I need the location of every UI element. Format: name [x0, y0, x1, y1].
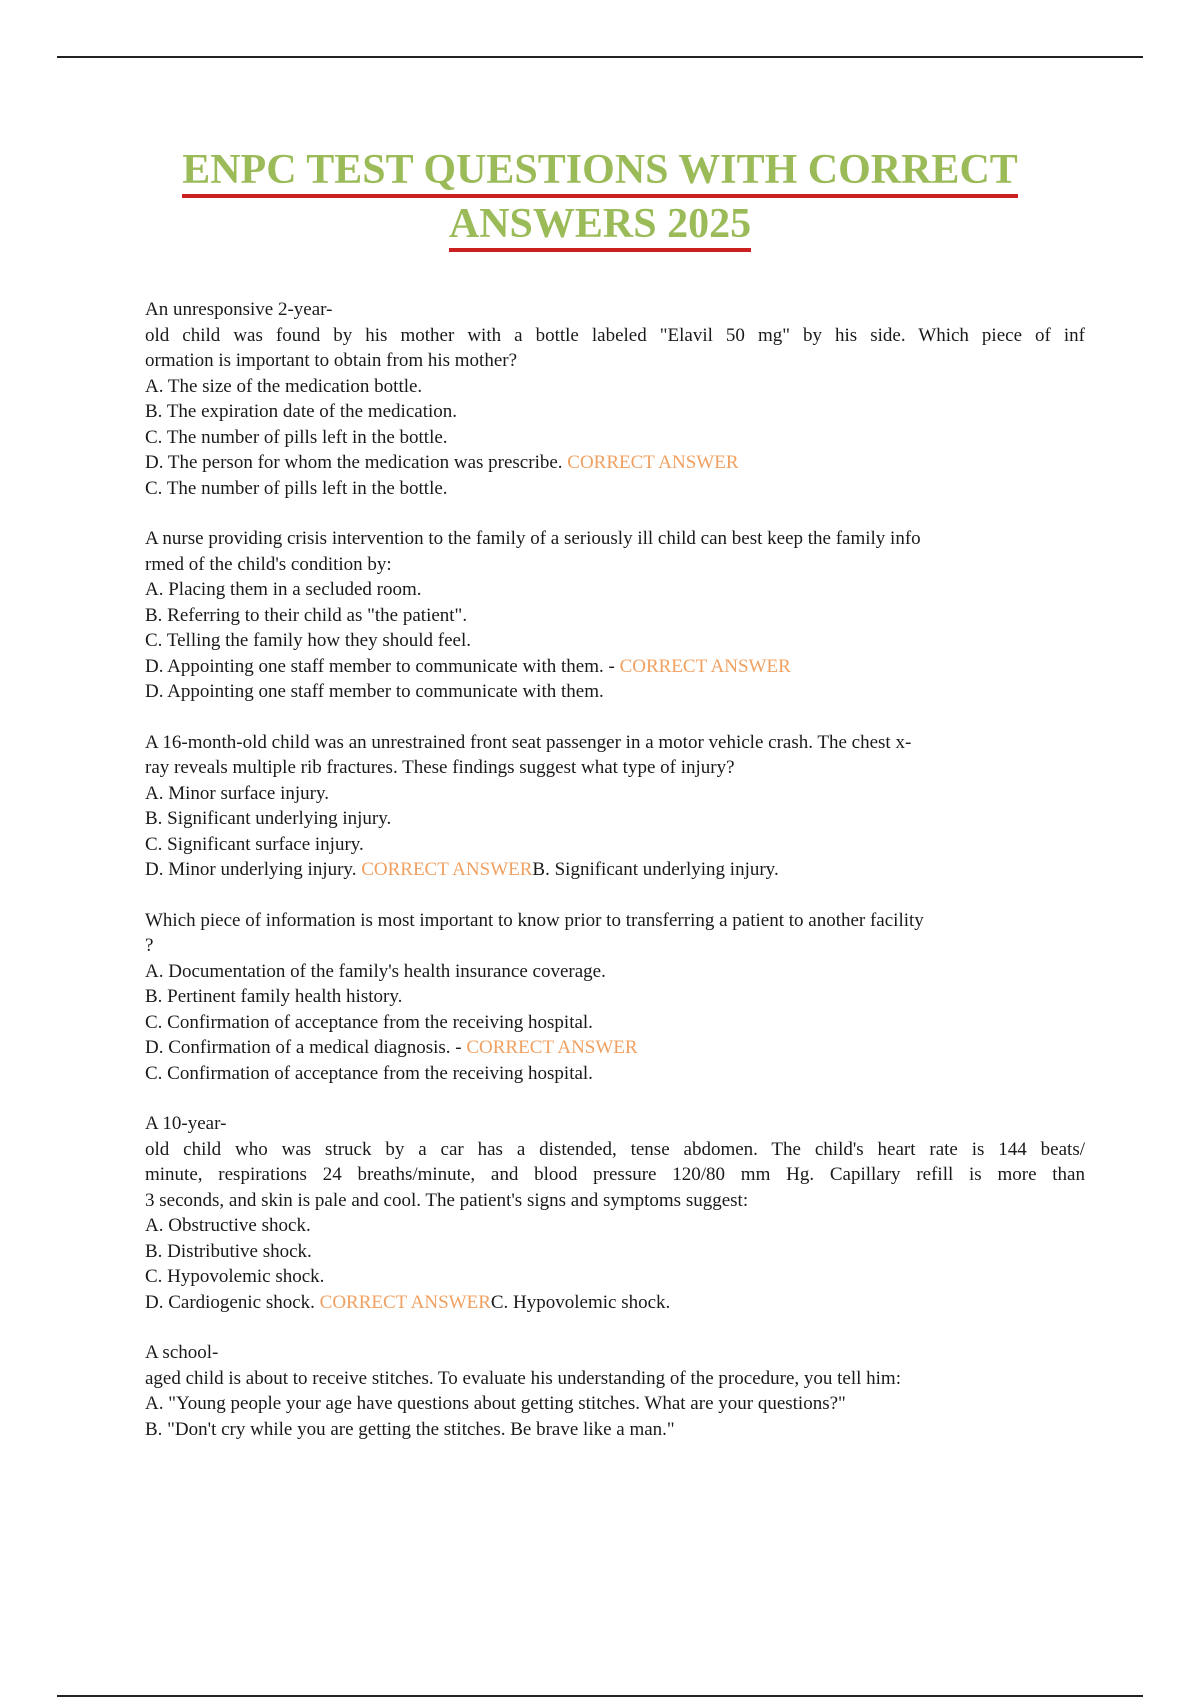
question-stem-line: A nurse providing crisis intervention to the family of a seriously ill child can best keep the family info — [145, 528, 921, 549]
option-b: B. Distributive shock. — [145, 1240, 312, 1262]
question-stem-line: An unresponsive 2-year- — [145, 299, 333, 320]
answer-text: C. Hypovolemic shock. — [490, 1291, 671, 1313]
title-line-2: ANSWERS 2025 — [449, 202, 751, 252]
question-stem-line: A school- — [145, 1342, 219, 1363]
option-c: C. Significant surface injury. — [145, 833, 364, 855]
option-a: A. Documentation of the family's health insurance coverage. — [145, 960, 606, 982]
option-c: C. The number of pills left in the bottle. — [145, 426, 448, 448]
option-d: D. Confirmation of a medical diagnosis. - — [145, 1037, 462, 1058]
questions-list — [145, 297, 1085, 1467]
question-stem-line: A 16-month-old child was an unrestrained front seat passenger in a motor vehicle crash. The chest x- — [145, 731, 912, 753]
option-a: A. The size of the medication bottle. — [145, 375, 423, 397]
question-2 — [145, 526, 1085, 705]
option-c: C. Confirmation of acceptance from the receiving hospital. — [145, 1011, 593, 1033]
question-stem-line: A 10-year- — [145, 1113, 227, 1134]
title-line-1: ENPC TEST QUESTIONS WITH CORRECT — [182, 148, 1018, 198]
question-5 — [145, 1111, 1085, 1315]
question-stem-line: old child who was struck by a car has a distended, tense abdomen. The child's heart rate is 144 beats/ — [145, 1138, 1085, 1160]
document-title — [100, 144, 1100, 252]
correct-answer-marker: CORRECT ANSWER — [361, 859, 533, 880]
option-d-row — [145, 1290, 1085, 1316]
question-6 — [145, 1340, 1085, 1442]
question-1 — [145, 297, 1085, 501]
question-stem-line: aged child is about to receive stitches. To evaluate his understanding of the procedure, you tell him: — [145, 1367, 901, 1389]
option-c: C. Telling the family how they should feel. — [145, 630, 472, 651]
answer-text: C. The number of pills left in the bottle. — [145, 477, 448, 499]
answer-text: C. Confirmation of acceptance from the receiving hospital. — [145, 1062, 593, 1084]
question-3 — [145, 730, 1085, 883]
question-4 — [145, 908, 1085, 1087]
option-d: D. Cardiogenic shock. — [145, 1291, 315, 1313]
option-d-row — [145, 654, 1085, 680]
option-d: D. Minor underlying injury. — [145, 859, 357, 880]
option-d: D. Appointing one staff member to communicate with them. - — [145, 655, 615, 677]
option-d-row — [145, 857, 1085, 883]
option-c: C. Hypovolemic shock. — [145, 1266, 325, 1287]
option-b: B. Referring to their child as "the patient". — [145, 604, 468, 626]
correct-answer-marker: CORRECT ANSWER — [619, 655, 791, 677]
answer-text: D. Appointing one staff member to communicate with them. — [145, 681, 604, 702]
question-stem-line: ? — [145, 935, 154, 956]
top-rule — [57, 56, 1143, 58]
question-stem-line: Which piece of information is most important to know prior to transferring a patient to another facility — [145, 909, 924, 931]
option-b: B. Pertinent family health history. — [145, 986, 403, 1007]
question-stem-line: ray reveals multiple rib fractures. These findings suggest what type of injury? — [145, 757, 735, 778]
question-stem-line: 3 seconds, and skin is pale and cool. The patient's signs and symptoms suggest: — [145, 1189, 749, 1211]
option-a: A. Minor surface injury. — [145, 782, 329, 804]
option-d: D. The person for whom the medication was prescribe. — [145, 452, 563, 473]
option-d-row — [145, 450, 1085, 476]
option-d-row — [145, 1035, 1085, 1061]
option-a: A. "Young people your age have questions about getting stitches. What are your questions?" — [145, 1393, 846, 1414]
answer-text: B. Significant underlying injury. — [532, 859, 779, 880]
question-stem-line: minute, respirations 24 breaths/minute, and blood pressure 120/80 mm Hg. Capillary refill is more than — [145, 1164, 1085, 1185]
bottom-rule — [57, 1695, 1143, 1697]
question-stem-line: rmed of the child's condition by: — [145, 553, 392, 575]
option-b: B. Significant underlying injury. — [145, 808, 392, 829]
correct-answer-marker: CORRECT ANSWER — [466, 1037, 638, 1058]
correct-answer-marker: CORRECT ANSWER — [567, 452, 739, 473]
question-stem-line: ormation is important to obtain from his mother? — [145, 350, 518, 371]
option-a: A. Placing them in a secluded room. — [145, 579, 422, 600]
question-stem-line: old child was found by his mother with a bottle labeled "Elavil 50 mg" by his side. Which piece of inf — [145, 324, 1085, 346]
option-b: B. The expiration date of the medication. — [145, 401, 457, 422]
option-b: B. "Don't cry while you are getting the stitches. Be brave like a man." — [145, 1418, 675, 1440]
correct-answer-marker: CORRECT ANSWER — [319, 1291, 491, 1313]
option-a: A. Obstructive shock. — [145, 1215, 311, 1236]
